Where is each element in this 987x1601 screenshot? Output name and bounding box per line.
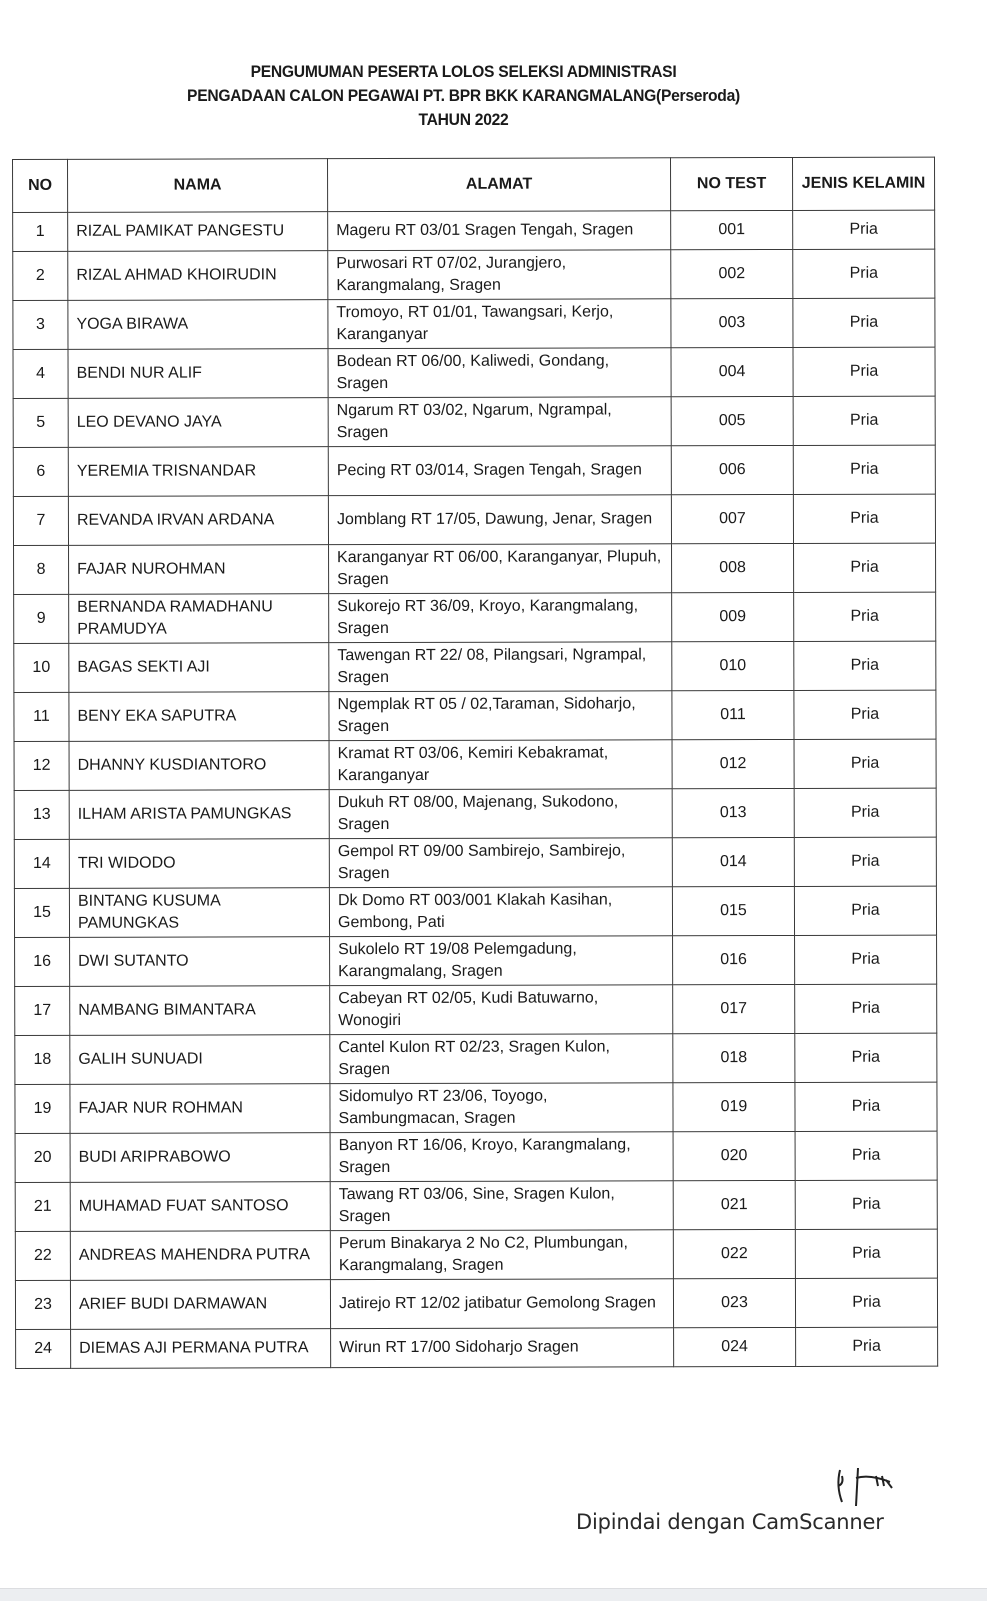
cell-jenis-kelamin: Pria (794, 739, 936, 788)
cell-nama: GALIH SUNUADI (70, 1035, 330, 1085)
table-row (13, 249, 935, 300)
cell-no-test: 012 (672, 739, 794, 788)
cell-nama: BENDI NUR ALIF (68, 349, 328, 399)
cell-alamat: Purwosari RT 07/02, Jurangjero, Karangmalang, Sragen (328, 250, 671, 300)
table-row (13, 347, 935, 398)
title-line-2: PENGADAAN CALON PEGAWAI PT. BPR BKK KARANGMALANG(Perseroda) (187, 86, 740, 105)
cell-jenis-kelamin: Pria (796, 1327, 938, 1366)
cell-alamat: Tawengan RT 22/ 08, Pilangsari, Ngrampal, Sragen (329, 642, 672, 692)
cell-nama: YOGA BIRAWA (68, 300, 328, 350)
table-row (13, 298, 935, 349)
cell-nama: BAGAS SEKTI AJI (69, 643, 329, 693)
cell-no: 2 (13, 251, 68, 300)
cell-alamat: Ngarum RT 03/02, Ngarum, Ngrampal, Sragen (328, 397, 671, 447)
camscanner-watermark: Dipindai dengan CamScanner (576, 1510, 884, 1534)
table-row (13, 445, 935, 496)
cell-jenis-kelamin: Pria (795, 935, 937, 984)
cell-nama: BENY EKA SAPUTRA (69, 692, 329, 742)
cell-no: 8 (14, 545, 69, 594)
table-row (14, 641, 936, 692)
table-row (14, 886, 936, 937)
table-row (14, 543, 936, 594)
cell-jenis-kelamin: Pria (793, 396, 935, 445)
cell-no: 11 (14, 692, 69, 741)
cell-no: 9 (14, 594, 69, 643)
cell-nama: ANDREAS MAHENDRA PUTRA (70, 1231, 330, 1281)
signature-mark (830, 1466, 910, 1506)
cell-no: 14 (14, 839, 69, 888)
cell-no-test: 015 (672, 886, 794, 935)
cell-alamat: Cantel Kulon RT 02/23, Sragen Kulon, Sragen (330, 1034, 673, 1084)
cell-jenis-kelamin: Pria (795, 1082, 937, 1131)
title-line-3: TAHUN 2022 (418, 110, 509, 129)
cell-alamat: Wirun RT 17/00 Sidoharjo Sragen (331, 1328, 674, 1368)
cell-no-test: 009 (672, 592, 794, 641)
cell-alamat: Sukorejo RT 36/09, Kroyo, Karangmalang, Sragen (329, 593, 672, 643)
cell-no: 6 (13, 447, 68, 496)
cell-nama: LEO DEVANO JAYA (68, 398, 328, 448)
cell-nama: BINTANG KUSUMA PAMUNGKAS (69, 888, 329, 938)
cell-nama: BERNANDA RAMADHANU PRAMUDYA (69, 594, 329, 644)
cell-no: 22 (15, 1231, 70, 1280)
cell-no: 3 (13, 300, 68, 349)
table-header-row (13, 157, 935, 212)
cell-alamat: Pecing RT 03/014, Sragen Tengah, Sragen (328, 446, 671, 496)
table-row (15, 1229, 937, 1280)
cell-jenis-kelamin: Pria (795, 984, 937, 1033)
table-row (14, 739, 936, 790)
table-row (13, 396, 935, 447)
cell-no: 24 (16, 1329, 71, 1368)
cell-nama: BUDI ARIPRABOWO (70, 1133, 330, 1183)
cell-jenis-kelamin: Pria (795, 1278, 937, 1327)
cell-alamat: Banyon RT 16/06, Kroyo, Karangmalang, Sragen (330, 1132, 673, 1182)
header-jenis-kelamin: JENIS KELAMIN (792, 157, 934, 210)
cell-no: 15 (14, 888, 69, 937)
cell-nama: RIZAL PAMIKAT PANGESTU (68, 212, 328, 252)
cell-nama: FAJAR NUR ROHMAN (70, 1084, 330, 1134)
cell-alamat: Dk Domo RT 003/001 Klakah Kasihan, Gembong, Pati (329, 887, 672, 937)
cell-no: 12 (14, 741, 69, 790)
cell-no-test: 024 (674, 1327, 796, 1366)
cell-jenis-kelamin: Pria (795, 1229, 937, 1278)
cell-no: 17 (15, 986, 70, 1035)
cell-jenis-kelamin: Pria (794, 837, 936, 886)
cell-no-test: 004 (671, 347, 793, 396)
cell-no-test: 006 (671, 445, 793, 494)
document-title (0, 60, 987, 132)
table-row (15, 935, 937, 986)
title-line-1: PENGUMUMAN PESERTA LOLOS SELEKSI ADMINISTRASI (250, 62, 677, 81)
table-row (16, 1327, 938, 1368)
cell-jenis-kelamin: Pria (793, 494, 935, 543)
cell-nama: TRI WIDODO (69, 839, 329, 889)
cell-no: 10 (14, 643, 69, 692)
cell-nama: FAJAR NUROHMAN (69, 545, 329, 595)
cell-no-test: 023 (673, 1278, 795, 1327)
header-nama: NAMA (68, 159, 328, 213)
cell-alamat: Jomblang RT 17/05, Dawung, Jenar, Sragen (328, 495, 671, 545)
table-body (13, 210, 938, 1368)
cell-no-test: 019 (673, 1082, 795, 1131)
cell-no-test: 014 (672, 837, 794, 886)
cell-alamat: Bodean RT 06/00, Kaliwedi, Gondang, Sragen (328, 348, 671, 398)
cell-no-test: 018 (673, 1033, 795, 1082)
table-row (14, 837, 936, 888)
table-row (14, 592, 936, 643)
cell-alamat: Gempol RT 09/00 Sambirejo, Sambirejo, Sragen (329, 838, 672, 888)
cell-nama: YEREMIA TRISNANDAR (68, 447, 328, 497)
cell-alamat: Perum Binakarya 2 No C2, Plumbungan, Karangmalang, Sragen (330, 1230, 673, 1280)
cell-no-test: 007 (671, 494, 793, 543)
cell-alamat: Tawang RT 03/06, Sine, Sragen Kulon, Sragen (330, 1181, 673, 1231)
cell-no: 20 (15, 1133, 70, 1182)
cell-alamat: Mageru RT 03/01 Sragen Tengah, Sragen (328, 211, 671, 251)
cell-nama: ILHAM ARISTA PAMUNGKAS (69, 790, 329, 840)
cell-no-test: 008 (672, 543, 794, 592)
cell-no: 4 (13, 349, 68, 398)
cell-no: 5 (13, 398, 68, 447)
cell-jenis-kelamin: Pria (795, 1033, 937, 1082)
cell-nama: MUHAMAD FUAT SANTOSO (70, 1182, 330, 1232)
cell-no: 7 (13, 496, 68, 545)
cell-alamat: Kramat RT 03/06, Kemiri Kebakramat, Karanganyar (329, 740, 672, 790)
cell-no-test: 022 (673, 1229, 795, 1278)
bottom-bar (0, 1588, 987, 1601)
header-alamat: ALAMAT (328, 158, 671, 212)
cell-no-test: 021 (673, 1180, 795, 1229)
cell-no: 13 (14, 790, 69, 839)
table-row (15, 1131, 937, 1182)
cell-alamat: Sidomulyo RT 23/06, Toyogo, Sambungmacan, Sragen (330, 1083, 673, 1133)
cell-no-test: 016 (673, 935, 795, 984)
cell-nama: RIZAL AHMAD KHOIRUDIN (68, 251, 328, 301)
table-row (14, 690, 936, 741)
cell-nama: ARIEF BUDI DARMAWAN (70, 1280, 330, 1330)
cell-jenis-kelamin: Pria (793, 210, 935, 249)
cell-no: 16 (15, 937, 70, 986)
cell-jenis-kelamin: Pria (794, 641, 936, 690)
table-row (15, 1180, 937, 1231)
table-row (15, 1278, 937, 1329)
cell-alamat: Sukolelo RT 19/08 Pelemgadung, Karangmalang, Sragen (330, 936, 673, 986)
participants-table (12, 157, 938, 1369)
cell-nama: DHANNY KUSDIANTORO (69, 741, 329, 791)
header-no-test: NO TEST (670, 157, 792, 210)
cell-nama: DWI SUTANTO (70, 937, 330, 987)
cell-no: 21 (15, 1182, 70, 1231)
cell-jenis-kelamin: Pria (795, 1180, 937, 1229)
cell-alamat: Ngemplak RT 05 / 02,Taraman, Sidoharjo, Sragen (329, 691, 672, 741)
cell-no-test: 003 (671, 298, 793, 347)
cell-jenis-kelamin: Pria (794, 543, 936, 592)
cell-alamat: Karanganyar RT 06/00, Karanganyar, Plupuh, Sragen (329, 544, 672, 594)
cell-jenis-kelamin: Pria (794, 592, 936, 641)
cell-nama: NAMBANG BIMANTARA (70, 986, 330, 1036)
table-row (15, 1033, 937, 1084)
cell-alamat: Tromoyo, RT 01/01, Tawangsari, Kerjo, Karanganyar (328, 299, 671, 349)
cell-no-test: 010 (672, 641, 794, 690)
cell-nama: DIEMAS AJI PERMANA PUTRA (71, 1329, 331, 1369)
header-no: NO (13, 159, 68, 212)
cell-no-test: 017 (673, 984, 795, 1033)
table-row (15, 984, 937, 1035)
cell-no: 19 (15, 1084, 70, 1133)
cell-no-test: 013 (672, 788, 794, 837)
table-row (13, 210, 935, 251)
cell-alamat: Cabeyan RT 02/05, Kudi Batuwarno, Wonogiri (330, 985, 673, 1035)
cell-no-test: 020 (673, 1131, 795, 1180)
cell-jenis-kelamin: Pria (794, 788, 936, 837)
cell-jenis-kelamin: Pria (793, 347, 935, 396)
cell-jenis-kelamin: Pria (793, 249, 935, 298)
cell-jenis-kelamin: Pria (793, 298, 935, 347)
cell-no-test: 005 (671, 396, 793, 445)
cell-alamat: Jatirejo RT 12/02 jatibatur Gemolong Sragen (330, 1279, 673, 1329)
cell-no-test: 001 (671, 210, 793, 249)
cell-nama: REVANDA IRVAN ARDANA (68, 496, 328, 546)
cell-jenis-kelamin: Pria (793, 445, 935, 494)
cell-no: 18 (15, 1035, 70, 1084)
table-row (15, 1082, 937, 1133)
cell-no-test: 002 (671, 249, 793, 298)
cell-jenis-kelamin: Pria (795, 1131, 937, 1180)
cell-jenis-kelamin: Pria (794, 690, 936, 739)
table-row (13, 494, 935, 545)
cell-no: 1 (13, 212, 68, 251)
cell-no: 23 (15, 1280, 70, 1329)
cell-jenis-kelamin: Pria (794, 886, 936, 935)
cell-alamat: Dukuh RT 08/00, Majenang, Sukodono, Sragen (329, 789, 672, 839)
cell-no-test: 011 (672, 690, 794, 739)
table-row (14, 788, 936, 839)
